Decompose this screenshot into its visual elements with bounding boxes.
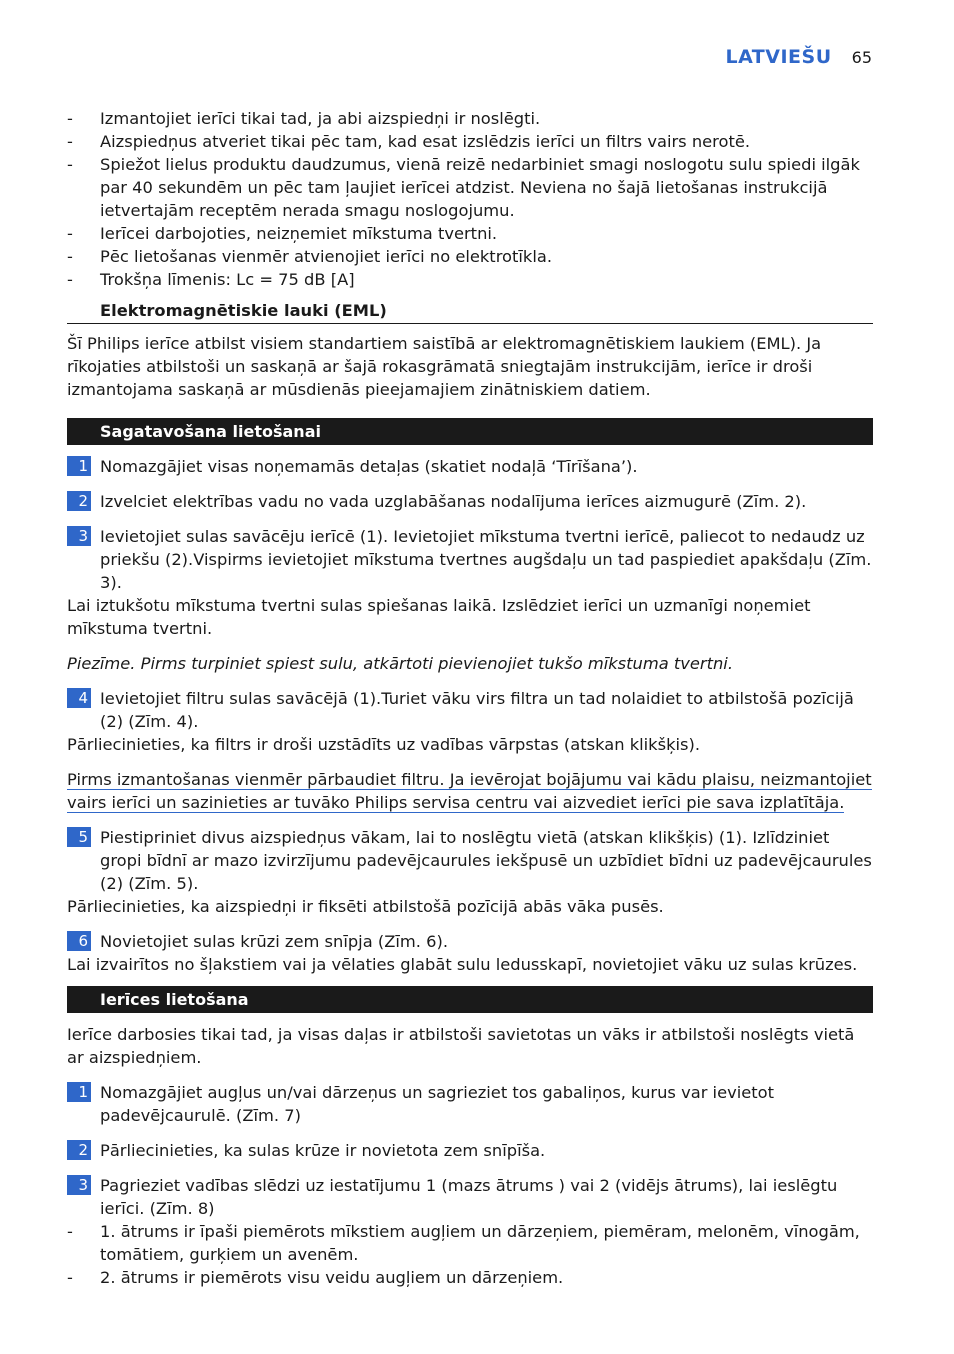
list-item: - 2. ātrums ir piemērots visu veidu augļiem un dārzeņiem.	[67, 1268, 564, 1287]
step-number: 4	[67, 688, 91, 708]
speed-list	[67, 1220, 873, 1289]
usage-intro: Ierīce darbosies tikai tad, ja visas daļas ir atbilstoši savietotas un vāks ir atbilstoši noslēgts vietā ar aizspiedņiem.	[67, 1025, 855, 1067]
step-number: 1	[67, 1082, 91, 1102]
document-body	[67, 107, 873, 1289]
step-2: 2 Izvelciet elektrības vadu no vada uzglabāšanas nodalījuma ierīces aizmugurē (Zīm. 2).	[67, 490, 873, 513]
list-item: - Izmantojiet ierīci tikai tad, ja abi aizspiedņi ir noslēgti.	[67, 109, 541, 128]
step-number: 2	[67, 491, 91, 511]
step-number: 5	[67, 827, 91, 847]
step-number: 1	[67, 456, 91, 476]
page-header	[725, 46, 872, 69]
list-item: - Ierīcei darbojoties, neizņemiet mīkstuma tvertni.	[67, 224, 498, 243]
use-step-1: 1 Nomazgājiet augļus un/vai dārzeņus un sagrieziet tos gabaliņos, kurus var ievietot padevējcaurulē. (Zīm. 7)	[67, 1081, 873, 1127]
safety-list	[67, 107, 873, 291]
use-step-3: 3 Pagrieziet vadības slēdzi uz iestatījumu 1 (mazs ātrums ) vai 2 (vidējs ātrums), lai ieslēgtu ierīci. (Zīm. 8)	[67, 1174, 873, 1220]
list-item: - Trokšņa līmenis: Lc = 75 dB [A]	[67, 270, 355, 289]
step-4-detail: Pārliecinieties, ka filtrs ir droši uzstādīts uz vadības vārpstas (atskan klikšķis).	[67, 735, 701, 754]
language-label: LATVIEŠU	[725, 46, 832, 68]
list-item: - Pēc lietošanas vienmēr atvienojiet ierīci no elektrotīkla.	[67, 247, 553, 266]
step-4: 4 Ievietojiet filtru sulas savācējā (1).Turiet vāku virs filtra un tad nolaidiet to atbilstošā pozīcijā (2) (Zīm. 4).	[67, 687, 873, 733]
step-5-detail: Pārliecinieties, ka aizspiedņi ir fiksēti atbilstošā pozīcijā abās vāka pusēs.	[67, 897, 664, 916]
section-heading-usage: Ierīces lietošana	[67, 986, 873, 1013]
list-item: - 1. ātrums ir īpaši piemērots mīkstiem augļiem un dārzeņiem, piemēram, melonēm, vīnogām, tomātiem, gurķiem un avenēm.	[67, 1222, 860, 1264]
list-item: - Aizspiedņus atveriet tikai pēc tam, kad esat izslēdzis ierīci un filtrs vairs nerotē.	[67, 132, 751, 151]
list-item: - Spiežot lielus produktu daudzumus, vienā reizē nedarbiniet smagi noslogotu sulu spiedi ilgāk par 40 sekundēm un pēc tam ļaujiet ierīcei atdzist. Neviena no šajā lietošanas instrukcijā ietvertajām receptēm nerada smagu noslogojumu.	[67, 155, 860, 220]
emf-text: Šī Philips ierīce atbilst visiem standartiem saistībā ar elektromagnētiskiem laukiem (EML). Ja rīkojaties atbilstoši un saskaņā ar šajā rokasgrāmatā sniegtajām instrukcijām, ierīce ir droši izmantojama saskaņā ar mūsdienās pieejamajiem zinātniskiem datiem.	[67, 334, 822, 399]
section-heading-preparation: Sagatavošana lietošanai	[67, 418, 873, 445]
step-1: 1 Nomazgājiet visas noņemamās detaļas (skatiet nodaļā ‘Tīrīšana’).	[67, 455, 873, 478]
step-5: 5 Piestipriniet divus aizspiedņus vākam, lai to noslēgtu vietā (atskan klikšķis) (1). Izlīdziniet gropi bīdnī ar mazo izvirzījumu padevējcaurules iekšpusē un uzbīdiet bīdni uz padevējcaurules (2) (Zīm. 5).	[67, 826, 873, 895]
step-number: 2	[67, 1140, 91, 1160]
use-step-2: 2 Pārliecinieties, ka sulas krūze ir novietota zem snīpīša.	[67, 1139, 873, 1162]
step-number: 3	[67, 526, 91, 546]
note-text: Piezīme. Pirms turpiniet spiest sulu, atkārtoti pievienojiet tukšo mīkstuma tvertni.	[67, 654, 734, 673]
step-3-detail: Lai iztukšotu mīkstuma tvertni sulas spiešanas laikā. Izslēdziet ierīci un uzmanīgi noņemiet mīkstuma tvertni.	[67, 596, 811, 638]
step-number: 6	[67, 931, 91, 951]
step-6-detail: Lai izvairītos no šļakstiem vai ja vēlaties glabāt sulu ledusskapī, novietojiet vāku uz sulas krūzes.	[67, 955, 858, 974]
emf-heading: Elektromagnētiskie lauki (EML)	[67, 299, 873, 324]
page-number: 65	[851, 48, 872, 67]
warning-text: Pirms izmantošanas vienmēr pārbaudiet filtru. Ja ievērojat bojājumu vai kādu plaisu, neizmantojiet vairs ierīci un sazinieties ar tuvāko Philips servisa centru vai aizvediet ierīci pie sava izplatītāja.	[67, 770, 872, 812]
step-6: 6 Novietojiet sulas krūzi zem snīpja (Zīm. 6).	[67, 930, 873, 953]
step-number: 3	[67, 1175, 91, 1195]
step-3: 3 Ievietojiet sulas savācēju ierīcē (1). Ievietojiet mīkstuma tvertni ierīcē, paliecot to nedaudz uz priekšu (2).Vispirms ievietojiet mīkstuma tvertnes augšdaļu un tad paspiediet apakšdaļu (Zīm. 3).	[67, 525, 873, 594]
